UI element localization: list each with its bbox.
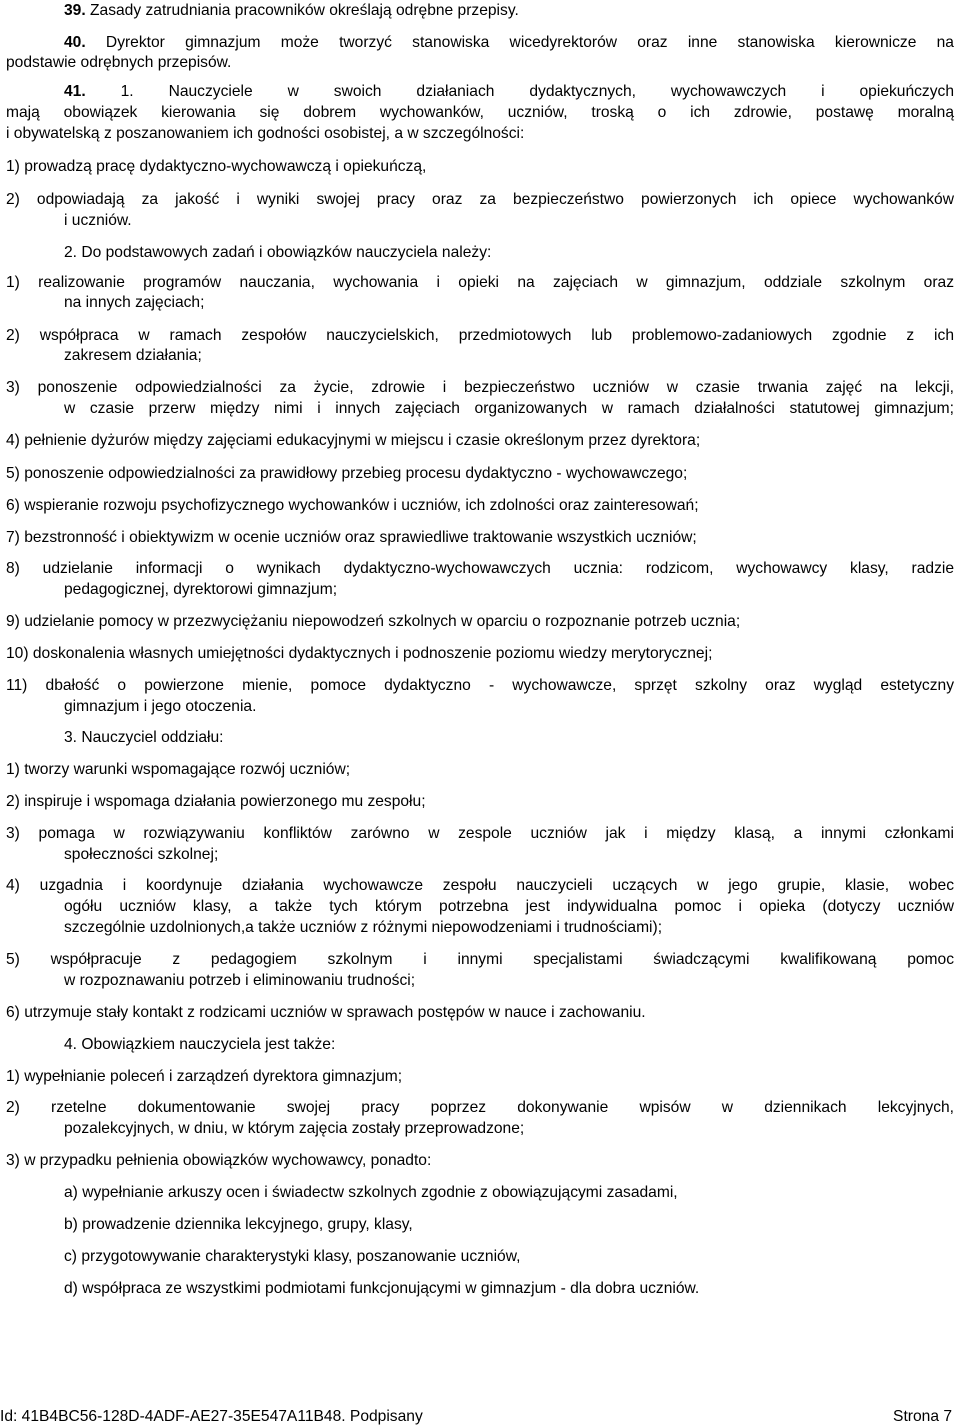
list-item-continuation: gimnazjum i jego otoczenia. <box>64 698 257 715</box>
list-item: 1) realizowanie programów nauczania, wychowania i opieki na zajęciach w gimnazjum, oddziale szkolnym oraz <box>6 274 954 291</box>
sub-list-item: a) wypełnianie arkuszy ocen i świadectw szkolnych zgodnie z obowiązującymi zasadami, <box>64 1184 678 1201</box>
list-item: 2) współpraca w ramach zespołów nauczycielskich, przedmiotowych lub problemowo-zadaniowych zgodnie z ich <box>6 327 954 344</box>
list-item: 8) udzielanie informacji o wynikach dydaktyczno-wychowawczych ucznia: rodzicom, wychowawcy klasy, radzie <box>6 560 954 577</box>
paragraph-41-line-3: i obywatelską z poszanowaniem ich godności osobistej, a w szczególności: <box>6 125 525 142</box>
section-heading: 2. Do podstawowych zadań i obowiązków nauczyciela należy: <box>64 244 492 261</box>
list-item-continuation: na innych zajęciach; <box>64 294 205 311</box>
page-footer <box>0 1405 960 1428</box>
list-item: 6) wspieranie rozwoju psychofizycznego wychowanków i uczniów, ich zdolności oraz zainteresowań; <box>6 497 699 514</box>
document-id: Id: 41B4BC56-128D-4ADF-AE27-35E547A11B48. Podpisany <box>0 1408 423 1425</box>
paragraph-text: Dyrektor gimnazjum może tworzyć stanowiska wicedyrektorów oraz inne stanowiska kierownicze na <box>85 34 954 51</box>
list-item: 2) inspiruje i wspomaga działania powierzonego mu zespołu; <box>6 793 426 810</box>
list-item: 5) ponoszenie odpowiedzialności za prawidłowy przebieg procesu dydaktyczno - wychowawczego; <box>6 465 688 482</box>
list-item: 1) tworzy warunki wspomagające rozwój uczniów; <box>6 761 351 778</box>
paragraph-number: 40. <box>64 34 86 51</box>
list-item: 4) pełnienie dyżurów między zajęciami edukacyjnymi w miejscu i czasie określonym przez dyrektora; <box>6 432 701 449</box>
list-item: 2) rzetelne dokumentowanie swojej pracy poprzez dokonywanie wpisów w dziennikach lekcyjnych, <box>6 1099 954 1116</box>
list-item: 7) bezstronność i obiektywizm w ocenie uczniów oraz sprawiedliwe traktowanie wszystkich uczniów; <box>6 529 697 546</box>
list-item-continuation: pozalekcyjnych, w dniu, w którym zajęcia zostały przeprowadzone; <box>64 1120 525 1137</box>
section-heading: 3. Nauczyciel oddziału: <box>64 729 224 746</box>
list-item: 3) w przypadku pełnienia obowiązków wychowawcy, ponadto: <box>6 1152 432 1169</box>
page-number: Strona 7 <box>893 1408 952 1425</box>
list-item-continuation: w czasie przerw między nimi i innych zajęciach organizowanych w ramach działalności statutowej gimnazjum; <box>64 400 954 417</box>
list-item-continuation: szczególnie uzdolnionych,a także uczniów z różnymi niepowodzeniami i trudnościami); <box>64 919 663 936</box>
paragraph-number: 39. <box>64 2 86 19</box>
list-item-continuation: ogółu uczniów klasy, a także tych którym potrzebna jest indywidualna pomoc i opieka (dotyczy uczniów <box>64 898 954 915</box>
paragraph-41-line-1 <box>64 81 954 103</box>
list-item: 4) uzgadnia i koordynuje działania wychowawcze zespołu nauczycieli uczących w jego grupie, klasie, wobec <box>6 877 954 894</box>
list-item-continuation: i uczniów. <box>64 212 132 229</box>
paragraph-40-line-2: podstawie odrębnych przepisów. <box>6 54 232 71</box>
list-item: 3) ponoszenie odpowiedzialności za życie, zdrowie i bezpieczeństwo uczniów w czasie trwania zajęć na lekcji, <box>6 379 954 396</box>
paragraph-41-line-2: mają obowiązek kierowania się dobrem wychowanków, uczniów, troską o ich zdrowie, postawę moralną <box>6 104 954 121</box>
list-item-continuation: społeczności szkolnej; <box>64 846 219 863</box>
list-item: 10) doskonalenia własnych umiejętności dydaktycznych i podnoszenie poziomu wiedzy merytorycznej; <box>6 645 713 662</box>
list-item: 2) odpowiadają za jakość i wyniki swojej pracy oraz za bezpieczeństwo powierzonych ich opiece wychowanków <box>6 191 954 208</box>
list-item-continuation: zakresem działania; <box>64 347 202 364</box>
list-item: 11) dbałość o powierzone mienie, pomoce dydaktyczno - wychowawcze, sprzęt szkolny oraz wygląd estetyczny <box>6 677 954 694</box>
sub-list-item: c) przygotowywanie charakterystyki klasy, poszanowanie uczniów, <box>64 1248 521 1265</box>
paragraph-text: 1. Nauczyciele w swoich działaniach dydaktycznych, wychowawczych i opiekuńczych <box>85 83 954 100</box>
list-item: 1) wypełnianie poleceń i zarządzeń dyrektora gimnazjum; <box>6 1068 403 1085</box>
list-item: 6) utrzymuje stały kontakt z rodzicami uczniów w sprawach postępów w nauce i zachowaniu. <box>6 1004 646 1021</box>
paragraph-40-line-1 <box>64 32 954 54</box>
paragraph-text: Zasady zatrudniania pracowników określają odrębne przepisy. <box>85 2 519 19</box>
paragraph-number: 41. <box>64 83 86 100</box>
paragraph-39 <box>64 0 960 22</box>
list-item: 5) współpracuje z pedagogiem szkolnym i innymi specjalistami świadczącymi kwalifikowaną pomoc <box>6 951 954 968</box>
sub-list-item: b) prowadzenie dziennika lekcyjnego, grupy, klasy, <box>64 1216 413 1233</box>
list-item: 9) udzielanie pomocy w przezwyciężaniu niepowodzeń szkolnych w oparciu o rozpoznanie potrzeb ucznia; <box>6 613 741 630</box>
list-item-continuation: w rozpoznawaniu potrzeb i eliminowaniu trudności; <box>64 972 416 989</box>
list-item: 3) pomaga w rozwiązywaniu konfliktów zarówno w zespole uczniów jak i między klasą, a innymi członkami <box>6 825 954 842</box>
list-item-continuation: pedagogicznej, dyrektorowi gimnazjum; <box>64 581 338 598</box>
list-item: 1) prowadzą pracę dydaktyczno-wychowawczą i opiekuńczą, <box>6 158 427 175</box>
sub-list-item: d) współpraca ze wszystkimi podmiotami funkcjonującymi w gimnazjum - dla dobra uczniów. <box>64 1280 700 1297</box>
section-heading: 4. Obowiązkiem nauczyciela jest także: <box>64 1036 336 1053</box>
